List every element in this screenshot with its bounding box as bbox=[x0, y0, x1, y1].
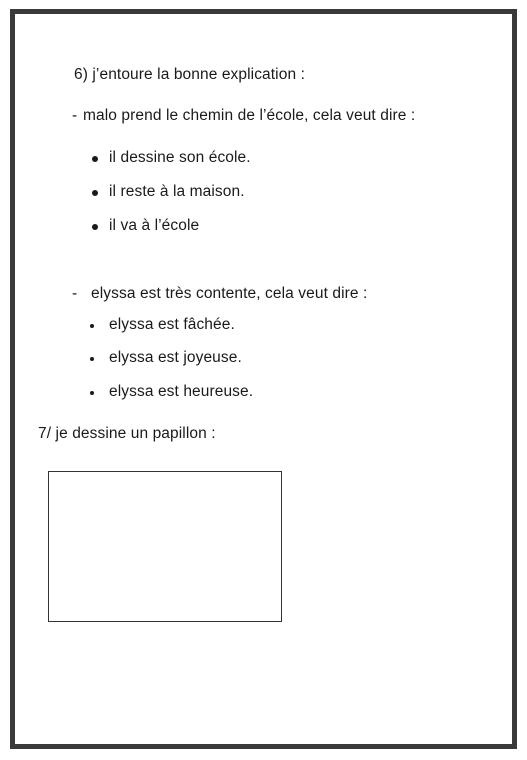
item-2-option-3: elyssa est heureuse. bbox=[109, 383, 254, 400]
drawing-box[interactable] bbox=[48, 471, 282, 622]
bullet-icon bbox=[92, 156, 98, 162]
item-1-dash: - bbox=[72, 107, 78, 124]
item-2-option-1: elyssa est fâchée. bbox=[109, 316, 235, 333]
bullet-icon bbox=[90, 391, 94, 395]
bullet-icon bbox=[92, 224, 98, 230]
item-2-prompt: elyssa est très contente, cela veut dire : bbox=[91, 285, 368, 302]
item-2-option-2: elyssa est joyeuse. bbox=[109, 349, 242, 366]
question-7-title: 7/ je dessine un papillon : bbox=[38, 425, 216, 442]
bullet-icon bbox=[90, 324, 94, 328]
bullet-icon bbox=[92, 190, 98, 196]
item-1-option-1: il dessine son école. bbox=[109, 149, 251, 166]
item-2-dash: - bbox=[72, 285, 78, 302]
item-1-prompt: malo prend le chemin de l’école, cela veut dire : bbox=[83, 107, 416, 124]
item-1-option-2: il reste à la maison. bbox=[109, 183, 245, 200]
bullet-icon bbox=[90, 357, 94, 361]
item-1-option-3: il va à l’école bbox=[109, 217, 200, 234]
question-6-title: 6) j’entoure la bonne explication : bbox=[74, 66, 305, 83]
